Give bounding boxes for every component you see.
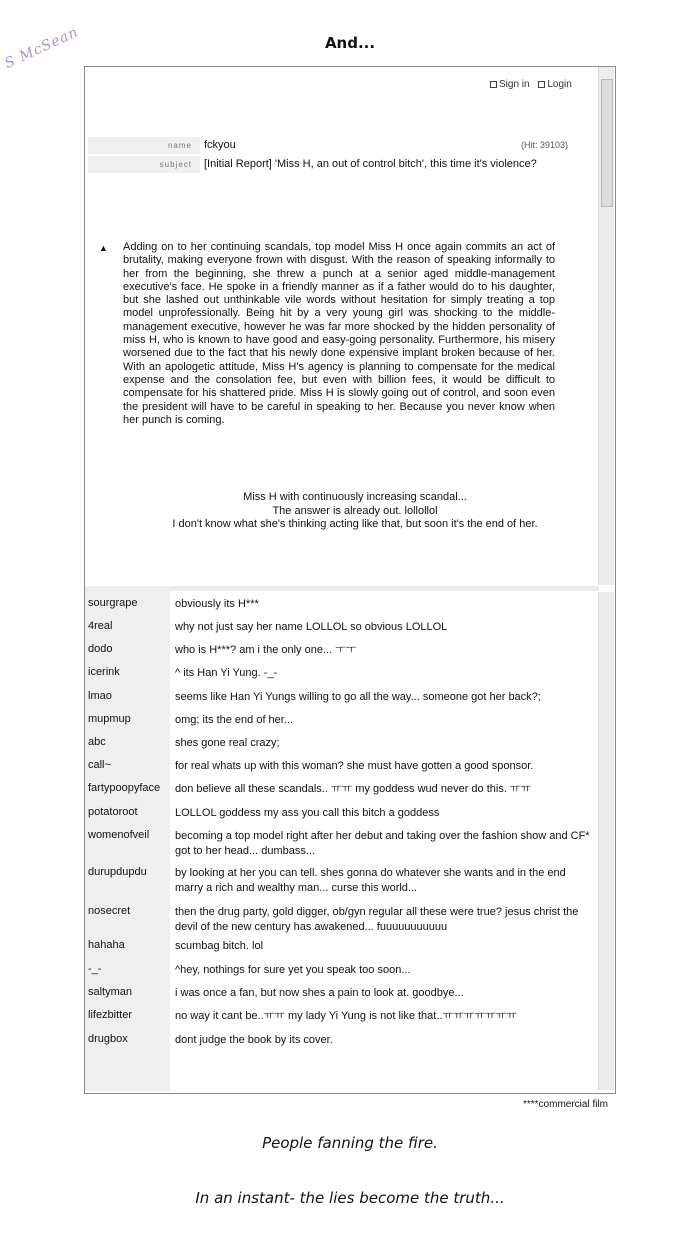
comment-text: then the drug party, gold digger, ob/gyn regular all these were true? jesus christ the devil of the new century has awakened... fuuuuuuuuuuu	[175, 906, 579, 933]
square-bullet-icon	[538, 81, 545, 88]
comment-author[interactable]: call~	[88, 759, 111, 771]
hit-count: (Hit: 39103)	[520, 140, 568, 150]
closing-line: I don't know what she's thinking acting like that, but soon it's the end of her.	[172, 518, 538, 530]
square-bullet-icon	[490, 81, 497, 88]
comment-text: ^hey, nothings for sure yet you speak too soon...	[175, 964, 411, 976]
comment-text: shes gone real crazy;	[175, 737, 280, 749]
triangle-up-icon[interactable]: ▲	[99, 243, 108, 253]
comment-text: why not just say her name LOLLOL so obvious LOLLOL	[175, 621, 448, 633]
post-subject-row	[88, 156, 596, 173]
closing-line: Miss H with continuously increasing scandal...	[243, 491, 467, 503]
caption-bottom-1: People fanning the fire.	[262, 1134, 438, 1152]
comment-text: obviously its H***	[175, 598, 259, 610]
comments-scrollbar[interactable]	[598, 592, 614, 1090]
comment-author[interactable]: nosecret	[88, 905, 131, 917]
comment-author[interactable]: lmao	[88, 690, 112, 702]
comment-author[interactable]: fartypoopyface	[88, 782, 161, 794]
comment-text: omg; its the end of her...	[175, 714, 294, 726]
post-scrollbar-thumb[interactable]	[601, 79, 613, 207]
comment-text: seems like Han Yi Yungs willing to go all the way... someone got her back?;	[175, 691, 541, 703]
comment-text: scumbag bitch. lol	[175, 940, 264, 952]
comment-text: i was once a fan, but now shes a pain to look at. goodbye...	[175, 987, 464, 999]
comment-author[interactable]: -_-	[88, 963, 102, 975]
caption-bottom-2: In an instant- the lies become the truth...	[195, 1189, 505, 1207]
watermark-logo: S McSean	[2, 23, 82, 73]
post-subject: [Initial Report] 'Miss H, an out of control bitch', this time it's violence?	[204, 158, 537, 170]
name-label: name	[167, 141, 192, 150]
auth-links	[484, 79, 572, 90]
comment-author[interactable]: dodo	[88, 643, 113, 655]
post-scrollbar[interactable]	[598, 67, 614, 585]
caption-top: And...	[324, 34, 376, 52]
comment-text: ^ its Han Yi Yung. -_-	[175, 667, 278, 679]
comment-text: for real whats up with this woman? she must have gotten a good sponsor.	[175, 760, 534, 772]
comment-author[interactable]: saltyman	[88, 986, 133, 998]
comment-text: no way it cant be..ㅠㅠ my lady Yi Yung is not like that..ㅠㅠㅠㅠㅠㅠㅠ	[175, 1010, 517, 1022]
footnote: ****commercial film	[522, 1099, 608, 1110]
post-closing	[140, 491, 570, 532]
post-name-row	[88, 137, 596, 154]
comment-author[interactable]: sourgrape	[88, 597, 138, 609]
login-link[interactable]: Login	[538, 79, 571, 90]
comment-author[interactable]: lifezbitter	[88, 1009, 133, 1021]
comment-author[interactable]: potatoroot	[88, 806, 138, 818]
sign-in-link[interactable]: Sign in	[490, 79, 530, 90]
comment-text: becoming a top model right after her debut and taking over the fashion show and CF* got to her head... dumbass...	[175, 830, 590, 857]
comment-author[interactable]: womenofveil	[88, 829, 150, 841]
closing-line: The answer is already out. lollollol	[272, 504, 438, 517]
comment-author[interactable]: durupdupdu	[88, 866, 147, 878]
comment-text: LOLLOL goddess my ass you call this bitch a goddess	[175, 807, 440, 819]
subject-label: subject	[159, 160, 192, 169]
comment-author[interactable]: hahaha	[88, 939, 125, 951]
comment-text: don believe all these scandals.. ㅠㅠ my goddess wud never do this. ㅠㅠ	[175, 783, 532, 795]
author-name[interactable]: fckyou	[204, 139, 236, 151]
comment-author[interactable]: abc	[88, 736, 106, 748]
comment-author[interactable]: 4real	[88, 620, 113, 632]
post-body: Adding on to her continuing scandals, top model Miss H once again commits an act of brutality, making everyone frown with disgust. With the reason of speaking informally to her from the beginning, she threw a punch at a senior aged middle-management executive's face. He spoke in a friendly manner as if a father would do to his daughter, but she lashed out unthinkable vile words without hesitation for simply treating a top model unprofessionally. Being hit by a very young girl was shocking to the middle-management executive, however he was far more shocked by the hidden personality of miss H, who is known to have good and easy-going personality. Furthermore, his misery worsened due to the fact that his newly done expensive implant broken because of her. With an apologetic attitude, Miss H's agency is planning to compensate for the medical expense and the consolation fee, but even with billion fees, it would be difficult to compensate for his shattered pride. Miss H is slowly going out of control, and soon even the president will have to be careful in speaking to her. Because you never know when her punch is coming.	[123, 241, 555, 426]
comment-author[interactable]: mupmup	[88, 713, 131, 725]
comment-text: who is H***? am i the only one... ㅜㅜ	[175, 644, 357, 656]
comment-text: dont judge the book by its cover.	[175, 1034, 333, 1046]
comment-author[interactable]: drugbox	[88, 1033, 128, 1045]
comment-text: by looking at her you can tell. shes gonna do whatever she wants and in the end marry a rich and wealthy man... curse this world...	[175, 867, 566, 894]
comment-author[interactable]: icerink	[88, 666, 120, 678]
